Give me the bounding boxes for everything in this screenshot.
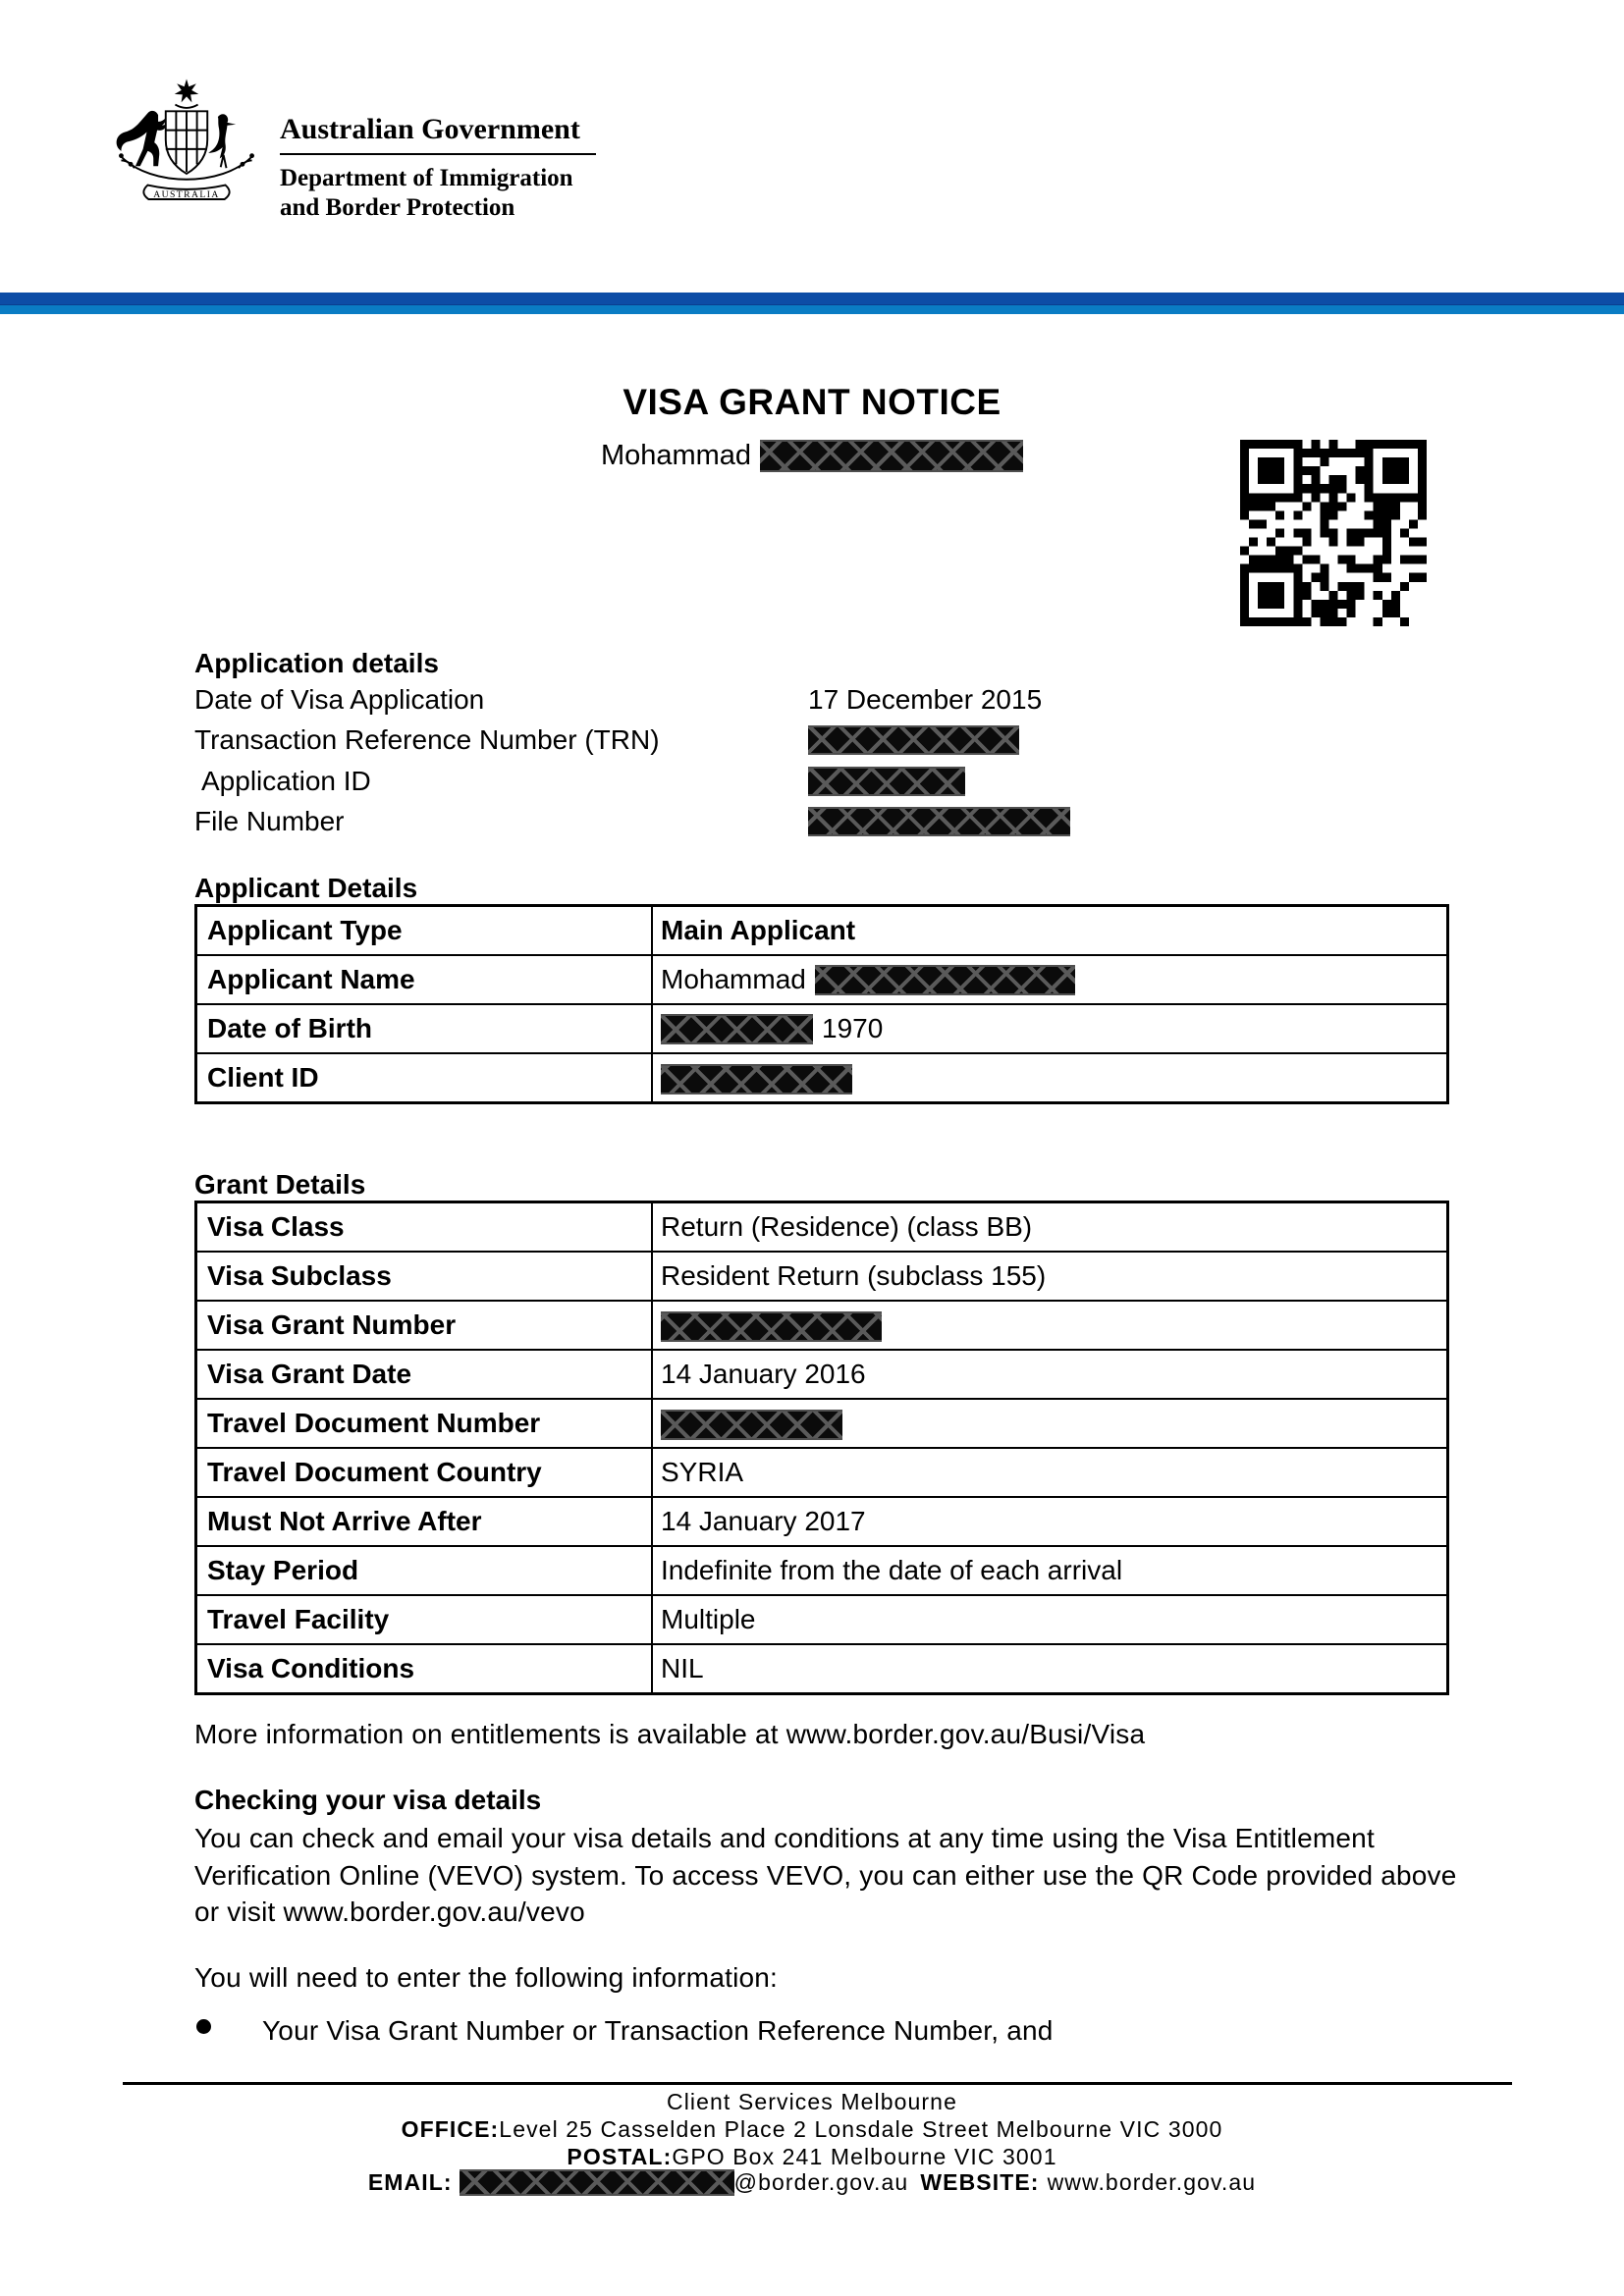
cell-value: Resident Return (subclass 155)	[652, 1252, 1448, 1301]
page-title: VISA GRANT NOTICE	[623, 382, 1001, 422]
cell-value	[652, 1399, 1448, 1448]
cell-value: 14 January 2016	[652, 1350, 1448, 1399]
cell-label: Applicant Name	[196, 955, 653, 1004]
table-row	[196, 1595, 1448, 1644]
cell-label: Must Not Arrive After	[196, 1497, 653, 1546]
bullet-text: Your Visa Grant Number or Transaction Reference Number, and	[262, 2015, 1054, 2046]
table-row	[196, 1399, 1448, 1448]
redaction-block	[460, 2169, 734, 2196]
value-text: 1970	[822, 1013, 884, 1043]
value-text: Mohammad	[661, 964, 806, 994]
row-label: File Number	[194, 806, 345, 837]
row-value	[808, 761, 1461, 802]
footer-office-name: Client Services Melbourne	[667, 2089, 957, 2114]
redaction-block	[661, 1311, 882, 1342]
cell-label: Travel Document Number	[196, 1399, 653, 1448]
table-row	[196, 1644, 1448, 1694]
cell-label: Visa Grant Number	[196, 1301, 653, 1350]
cell-label: Visa Grant Date	[196, 1350, 653, 1399]
footer-website-value: www.border.gov.au	[1047, 2169, 1257, 2195]
cell-value	[652, 955, 1448, 1004]
table-row	[196, 1350, 1448, 1399]
redaction-block	[661, 1064, 852, 1095]
application-details-heading: Application details	[194, 648, 439, 678]
department-name-line1: Department of Immigration	[280, 165, 573, 191]
footer-divider	[123, 2082, 1512, 2085]
table-row	[196, 1202, 1448, 1253]
cell-label: Applicant Type	[196, 906, 653, 956]
header-bar-light	[0, 304, 1624, 314]
footer-office-label: OFFICE:	[401, 2116, 500, 2142]
table-row	[196, 1546, 1448, 1595]
cell-value: Main Applicant	[652, 906, 1448, 956]
redaction-block	[808, 767, 965, 796]
footer-office-line	[0, 2116, 1624, 2143]
agency-divider	[280, 153, 596, 155]
table-row	[196, 1004, 1448, 1053]
table-row	[196, 1448, 1448, 1497]
cell-value: Multiple	[652, 1595, 1448, 1644]
svg-text:AUSTRALIA: AUSTRALIA	[153, 189, 220, 201]
row-label: Transaction Reference Number (TRN)	[194, 724, 660, 756]
applicant-details-table	[194, 904, 1449, 1104]
applicant-details-heading: Applicant Details	[194, 873, 418, 903]
cell-value: Indefinite from the date of each arrival	[652, 1546, 1448, 1595]
cell-value: Return (Residence) (class BB)	[652, 1202, 1448, 1253]
bullet-icon	[196, 2019, 211, 2034]
footer-email-line	[0, 2169, 1624, 2196]
need-info-heading: You will need to enter the following information:	[194, 1962, 779, 1993]
footer-postal-value: GPO Box 241 Melbourne VIC 3001	[672, 2144, 1057, 2169]
cell-label: Visa Class	[196, 1202, 653, 1253]
row-value	[808, 721, 1461, 762]
entitlements-info: More information on entitlements is available at www.border.gov.au/Busi/Visa	[194, 1719, 1146, 1749]
table-row	[196, 1497, 1448, 1546]
cell-value: 14 January 2017	[652, 1497, 1448, 1546]
header-bar-dark	[0, 293, 1624, 304]
cell-label: Visa Conditions	[196, 1644, 653, 1694]
footer-office-value: Level 25 Casselden Place 2 Lonsdale Street Melbourne VIC 3000	[499, 2116, 1223, 2142]
qr-code-icon	[1240, 440, 1427, 626]
checking-visa-heading: Checking your visa details	[194, 1785, 542, 1815]
redaction-block	[661, 1014, 813, 1044]
row-value	[808, 802, 1461, 843]
row-label: Date of Visa Application	[194, 683, 485, 715]
table-row	[196, 1252, 1448, 1301]
cell-label: Client ID	[196, 1053, 653, 1103]
application-details-list	[194, 679, 1461, 842]
footer-postal-line	[0, 2144, 1624, 2170]
footer-email-label: EMAIL:	[367, 2169, 453, 2195]
redaction-block	[760, 440, 1023, 472]
cell-label: Date of Birth	[196, 1004, 653, 1053]
footer-website-label: WEBSITE:	[920, 2169, 1040, 2195]
agency-name: Australian Government	[280, 113, 580, 145]
cell-value: SYRIA	[652, 1448, 1448, 1497]
redaction-block	[808, 807, 1070, 836]
cell-value	[652, 1301, 1448, 1350]
cell-label: Travel Facility	[196, 1595, 653, 1644]
department-name-line2: and Border Protection	[280, 194, 515, 221]
footer-email-domain: @border.gov.au	[733, 2169, 909, 2195]
cell-value: NIL	[652, 1644, 1448, 1694]
recipient-first-name: Mohammad	[600, 440, 752, 471]
cell-label: Stay Period	[196, 1546, 653, 1595]
table-row	[196, 1301, 1448, 1350]
redaction-block	[815, 965, 1075, 995]
cell-value	[652, 1004, 1448, 1053]
table-row	[196, 906, 1448, 956]
grant-details-heading: Grant Details	[194, 1169, 366, 1200]
australian-coat-of-arms-icon	[106, 75, 267, 218]
grant-details-table	[194, 1201, 1449, 1695]
cell-value	[652, 1053, 1448, 1103]
cell-label: Travel Document Country	[196, 1448, 653, 1497]
footer-postal-label: POSTAL:	[567, 2144, 673, 2169]
redaction-block	[808, 725, 1019, 755]
redaction-block	[661, 1410, 842, 1440]
row-label: Application ID	[201, 765, 371, 796]
cell-label: Visa Subclass	[196, 1252, 653, 1301]
row-value: 17 December 2015	[808, 683, 1043, 715]
checking-visa-body: You can check and email your visa details and conditions at any time using the Visa Entitlement Verification Online (VEVO) system. To access VEVO, you can either use the QR Code provided above or visit www.border.gov.au/vevo	[194, 1823, 1457, 1927]
table-row	[196, 1053, 1448, 1103]
bullet-item	[194, 2012, 1471, 2050]
table-row	[196, 955, 1448, 1004]
